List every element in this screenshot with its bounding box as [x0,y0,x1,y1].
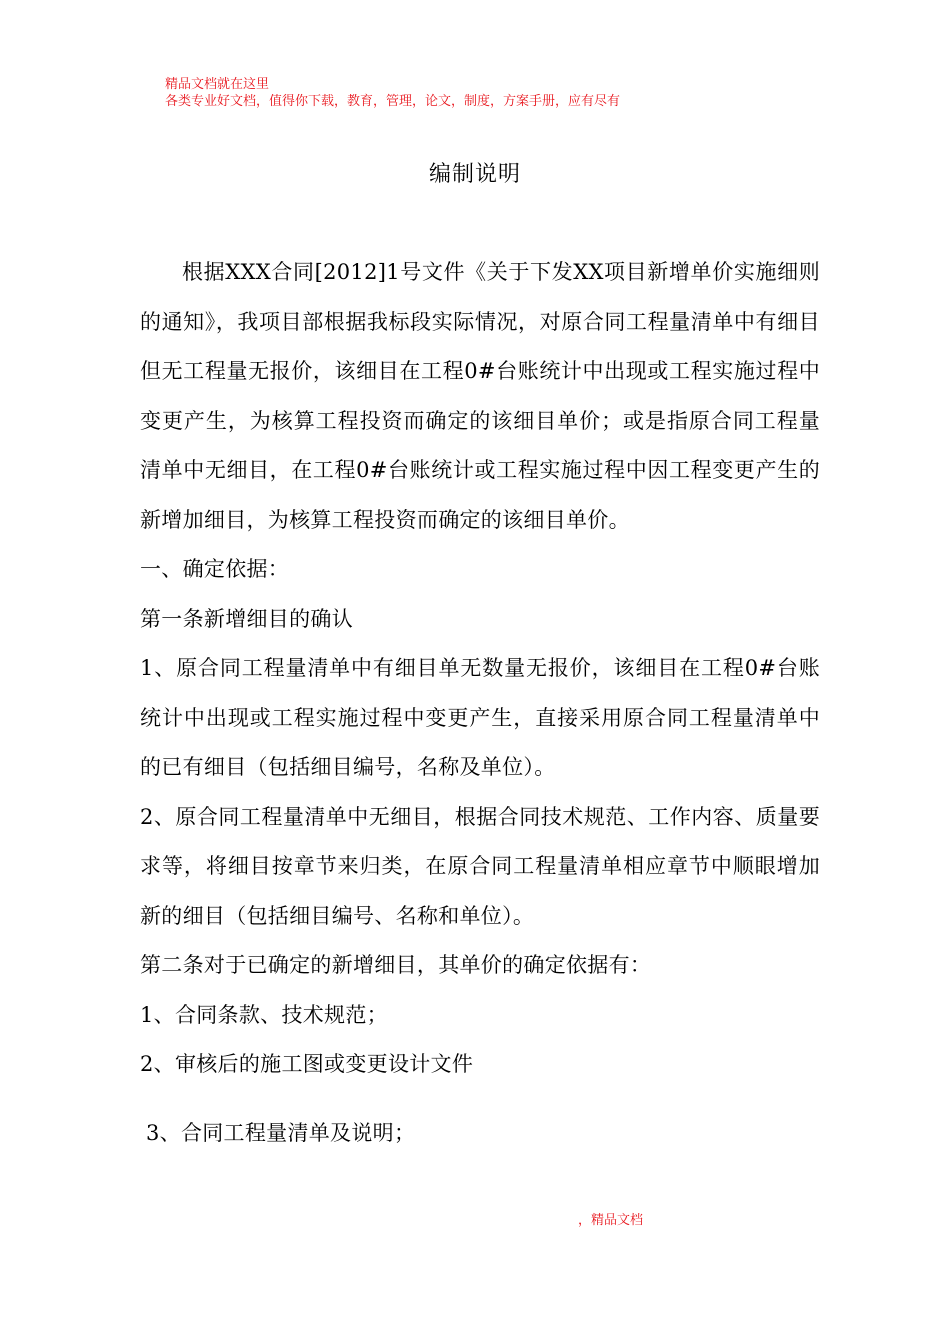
watermark-line-2: 各类专业好文档，值得你下载，教育，管理，论文，制度，方案手册，应有尽有 [165,94,621,109]
article-1-heading: 第一条新增细目的确认 [140,606,353,631]
section-heading: 一、确定依据： [140,557,290,581]
article-2-heading: 第二条对于已确定的新增细目，其单价的确定依据有： [140,953,652,977]
document-body [140,248,820,1090]
article-1-item-2: 2、原合同工程量清单中无细目，根据合同技术规范、工作内容、质量要求等，将细目按章节来归类，在原合同工程量清单相应章节中顺眼增加新的细目（包括细目编号、名称和单位）。 [140,804,820,928]
article-2-item-1: 1、合同条款、技术规范； [140,1002,388,1027]
article-2-item-3: 3、合同工程量清单及说明； [146,1121,416,1145]
intro-paragraph: 根据XXX合同[2012]1号文件《关于下发XX项目新增单价实施细则的通知》，我项目部根据我标段实际情况，对原合同工程量清单中有细目但无工程量无报价，该细目在工程0#台账统计中出现或工程实施过程中变更产生，为核算工程投资而确定的该细目单价；或是指原合同工程量清单中无细目，在工程0#台账统计或工程实施过程中因工程变更产生的新增加细目，为核算工程投资而确定的该细目单价。 [140,260,820,532]
article-1-item-1: 1、原合同工程量清单中有细目单无数量无报价，该细目在工程0#台账统计中出现或工程实施过程中变更产生，直接采用原合同工程量清单中的已有细目（包括细目编号，名称及单位）。 [140,656,820,779]
footer-watermark: ，精品文档 [578,1213,644,1228]
watermark-line-1: 精品文档就在这里 [165,77,270,92]
document-title: 编制说明 [428,162,521,187]
header-watermark [165,76,620,110]
article-2-item-2: 2、审核后的施工图或变更设计文件 [140,1052,474,1076]
